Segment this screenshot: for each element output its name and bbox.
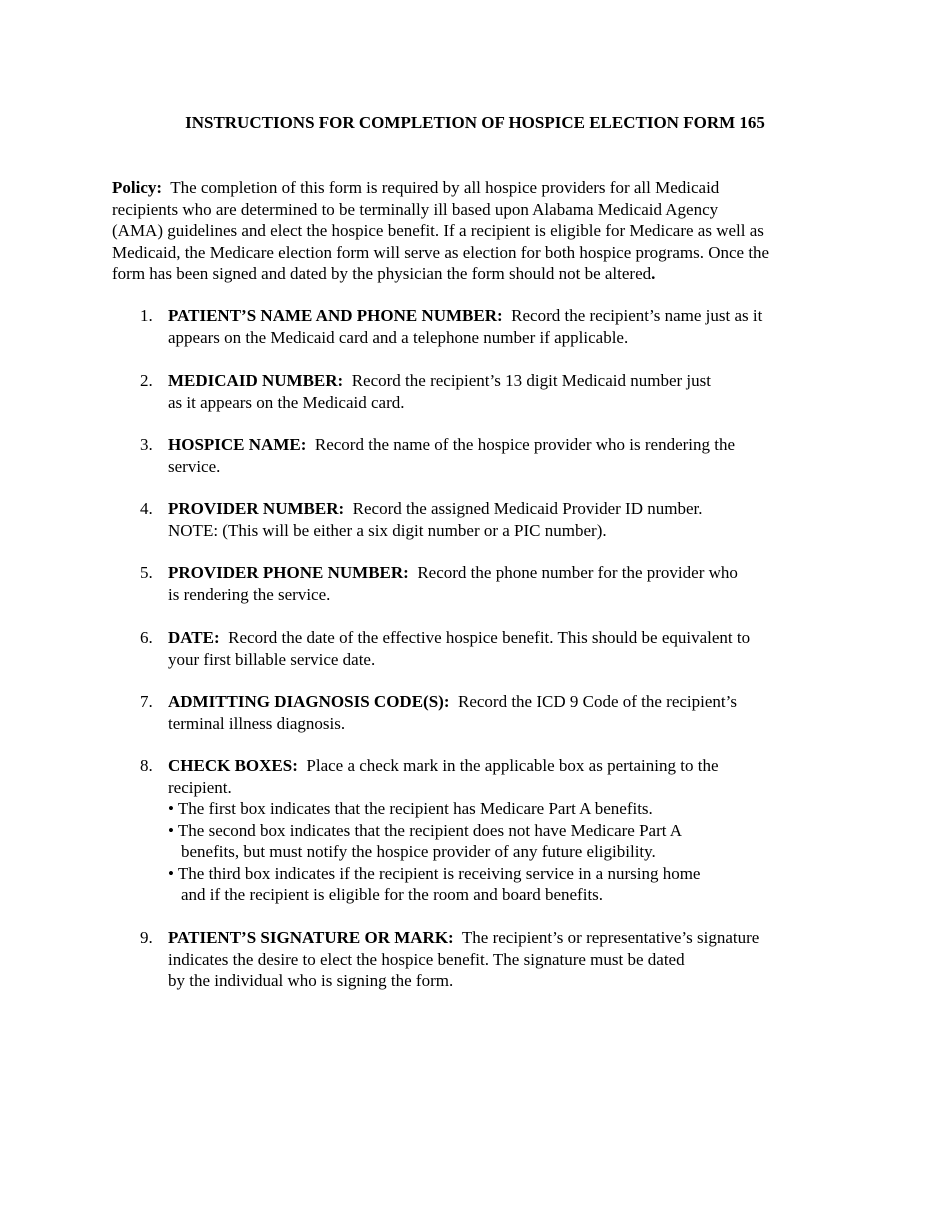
item-number: 7. [140, 692, 153, 711]
item-heading: CHECK BOXES: [168, 756, 298, 775]
policy-paragraph [112, 177, 842, 285]
item-body: HOSPICE NAME: Record the name of the hospice provider who is rendering the service. [168, 435, 736, 476]
item-body: MEDICAID NUMBER: Record the recipient’s 13 digit Medicaid number just as it appears on the Medicaid card. [168, 371, 711, 412]
item-number: 3. [140, 435, 153, 454]
bullet-item-continuation: benefits, but must notify the hospice provider of any future eligibility. [181, 842, 656, 861]
item-number: 1. [140, 306, 153, 325]
item-number: 5. [140, 563, 153, 582]
bullet-item: • The first box indicates that the recipient has Medicare Part A benefits. [168, 799, 653, 818]
item-heading: MEDICAID NUMBER: [168, 371, 344, 390]
item-body: PROVIDER NUMBER: Record the assigned Medicaid Provider ID number. NOTE: (This will be either a six digit number or a PIC number). [168, 499, 703, 540]
item-number: 4. [140, 499, 153, 518]
policy-line-3: (AMA) guidelines and elect the hospice benefit. If a recipient is eligible for Medicare as well as [112, 221, 764, 240]
item-heading: ADMITTING DIAGNOSIS CODE(S): [168, 692, 450, 711]
policy-line-5: form has been signed and dated by the physician the form should not be altered. [112, 264, 656, 283]
item-heading: PROVIDER NUMBER: [168, 499, 345, 518]
item-heading: HOSPICE NAME: [168, 435, 307, 454]
bullet-item: • The second box indicates that the recipient does not have Medicare Part A [168, 820, 683, 840]
item-heading: PROVIDER PHONE NUMBER: [168, 563, 409, 582]
item-number: 2. [140, 371, 153, 390]
item-heading: PATIENT’S SIGNATURE OR MARK: [168, 928, 454, 947]
item-body: PATIENT’S SIGNATURE OR MARK: The recipient’s or representative’s signature indicates the desire to elect the hospice benefit. The signature must be dated by the individual who is signing the form. [168, 928, 760, 990]
policy-line-4: Medicaid, the Medicare election form will serve as election for both hospice programs. Once the [112, 242, 770, 262]
item-number: 8. [140, 756, 153, 775]
item-body: PROVIDER PHONE NUMBER: Record the phone number for the provider who is rendering the service. [168, 563, 738, 604]
item-body: PATIENT’S NAME AND PHONE NUMBER: Record the recipient’s name just as it appears on the Medicaid card and a telephone number if applicable. [168, 306, 763, 347]
item-heading: DATE: [168, 628, 220, 647]
item-body: ADMITTING DIAGNOSIS CODE(S): Record the ICD 9 Code of the recipient’s terminal illness diagnosis. [168, 692, 737, 733]
item-body: CHECK BOXES: Place a check mark in the applicable box as pertaining to the recipient. • The first box indicates that the recipient has Medicare Part A benefits. • The second box indicates that the recipient does not have Medicare Part A benefits, but must notify the hospice provider of any future eligibility. • The third box indicates if the recipient is receiving service in a nursing home and if the recipient is eligible for the room and board benefits. [168, 755, 840, 906]
bullet-item: • The third box indicates if the recipient is receiving service in a nursing home [168, 863, 701, 883]
item-number: 6. [140, 628, 153, 647]
policy-line-1: Policy: The completion of this form is required by all hospice providers for all Medicaid [112, 178, 720, 197]
bullet-item-continuation: and if the recipient is eligible for the room and board benefits. [181, 885, 604, 904]
item-heading: PATIENT’S NAME AND PHONE NUMBER: [168, 306, 503, 325]
policy-label: Policy: [112, 178, 163, 197]
policy-line-2: recipients who are determined to be terminally ill based upon Alabama Medicaid Agency [112, 199, 719, 219]
item-body: DATE: Record the date of the effective hospice benefit. This should be equivalent to your first billable service date. [168, 628, 751, 669]
item-number: 9. [140, 928, 153, 947]
page-title: INSTRUCTIONS FOR COMPLETION OF HOSPICE ELECTION FORM 165 [185, 113, 765, 132]
